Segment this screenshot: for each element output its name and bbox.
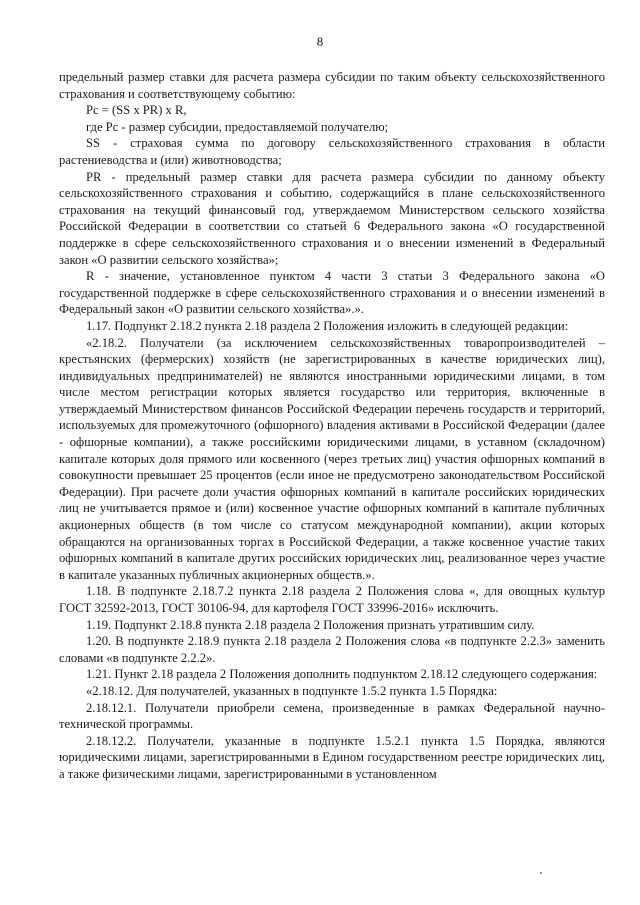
- paragraph: SS - страховая сумма по договору сельскохозяйственного страхования в области растениеводства и (или) животноводства;: [59, 136, 605, 167]
- paragraph: R - значение, установленное пунктом 4 части 3 статьи 3 Федерального закона «О государственной поддержке в сфере сельскохозяйственного страхования и о внесении изменений в Федеральный закон «О развитии сельского хозяйства».».: [59, 269, 605, 317]
- paragraph: 1.18. В подпункте 2.18.7.2 пункта 2.18 раздела 2 Положения слова «, для овощных культур ГОСТ 32592-2013, ГОСТ 30106-94, для картофеля ГОСТ 33996-2016» исключить.: [59, 584, 605, 615]
- paragraph: 1.19. Подпункт 2.18.8 пункта 2.18 раздела 2 Положения признать утратившим силу.: [86, 617, 535, 632]
- paragraph: предельный размер ставки для расчета размера субсидии по таким объекту сельскохозяйственного страхования и соответствующему событию:: [59, 70, 605, 101]
- paragraph: 2.18.12.1. Получатели приобрели семена, произведенные в рамках Федеральной научно-технической программы.: [59, 700, 605, 732]
- scan-speck: [540, 872, 542, 874]
- document-body: [59, 69, 605, 783]
- paragraph: 1.21. Пункт 2.18 раздела 2 Положения дополнить подпунктом 2.18.12 следующего содержания:: [86, 667, 598, 682]
- paragraph: где Рс - размер субсидии, предоставляемой получателю;: [86, 119, 389, 134]
- paragraph: PR - предельный размер ставки для расчета размера субсидии по данному объекту сельскохозяйственного страхования и событию, содержащийся в плане сельскохозяйственного страхования на текущий финансовый год, утверждаемом Министерством сельского хозяйства Российской Федерации в соответствии со статьей 6 Федерального закона «О государственной поддержке в сфере сельскохозяйственного страхования и о внесении изменений в Федеральный закон «О развитии сельского хозяйства»;: [59, 169, 605, 267]
- paragraph: 1.20. В подпункте 2.18.9 пункта 2.18 раздела 2 Положения слова «в подпункте 2.2.3» заменить словами «в подпункте 2.2.2».: [59, 634, 605, 665]
- paragraph: Рс = (SS x PR) x R,: [86, 103, 187, 118]
- paragraph: «2.18.2. Получатели (за исключением сельскохозяйственных товаропроизводителей – крестьянских (фермерских) хозяйств (не зарегистрированных в качестве юридических лиц), индивидуальных предпринимателей) не являются иностранными юридическими лицами, в том числе местом регистрации которых является государство или территория, включенные в утверждаемый Министерством финансов Российской Федерации перечень государств и территорий, используемых для промежуточного (офшорного) владения активами в Российской Федерации (далее - офшорные компании), а также российскими юридическими лицами, в уставном (складочном) капитале которых доля прямого или косвенного (через третьих лиц) участия офшорных компаний в совокупности превышает 25 процентов (если иное не предусмотрено законодательством Российской Федерации). При расчете доли участия офшорных компаний в капитале российских юридических лиц не учитывается прямое и (или) косвенное участие офшорных компаний в капитале публичных акционерных обществ (в том числе со статусом международной компании), акции которых обращаются на организованных торгах в Российской Федерации, а также косвенное участие таких офшорных компаний в капитале других российских юридических лиц, реализованное через участие в капитале указанных публичных акционерных обществ.».: [59, 335, 605, 582]
- paragraph: 2.18.12.2. Получатели, указанные в подпункте 1.5.2.1 пункта 1.5 Порядка, являются юридическими лицами, зарегистрированными в Едином государственном реестре юридических лиц, а также физическими лицами, зарегистрированными в установленном: [59, 733, 605, 781]
- paragraph: 1.17. Подпункт 2.18.2 пункта 2.18 раздела 2 Положения изложить в следующей редакции:: [86, 318, 569, 333]
- page-number: 8: [316, 34, 324, 49]
- paragraph: «2.18.12. Для получателей, указанных в подпункте 1.5.2 пункта 1.5 Порядка:: [86, 683, 498, 698]
